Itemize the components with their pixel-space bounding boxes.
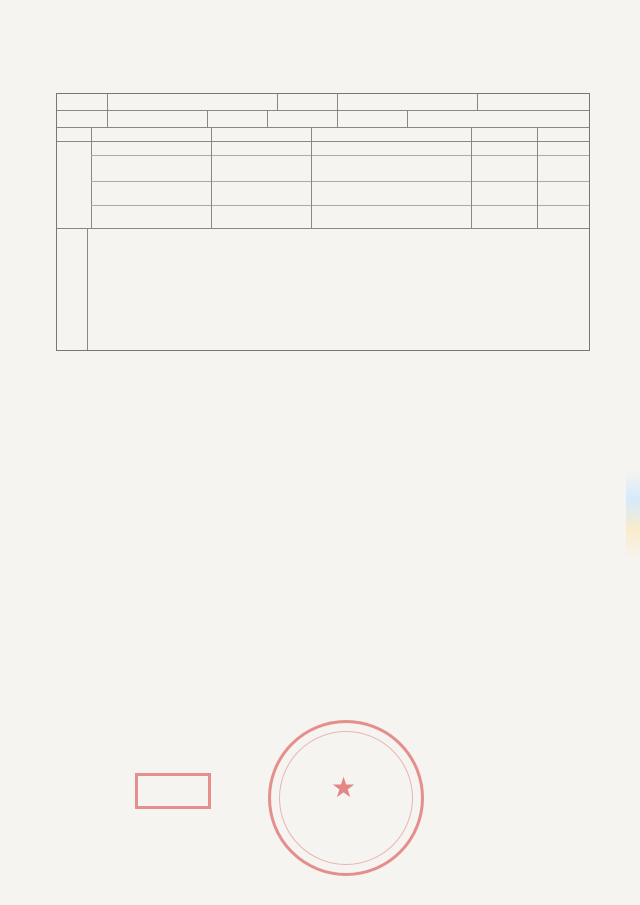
sensory-row — [91, 205, 589, 228]
micro-block — [57, 229, 589, 350]
sensory-row — [91, 142, 589, 156]
sensory-item — [91, 142, 212, 155]
inspection-date-label — [207, 111, 268, 127]
standard-label — [337, 111, 408, 127]
sensory-item — [91, 205, 212, 228]
sensory-unit — [211, 205, 312, 228]
product-name-value — [107, 94, 278, 110]
info-row-1 — [57, 94, 589, 111]
production-date-label — [57, 111, 108, 127]
company-seal — [268, 720, 424, 876]
column-header-row — [57, 128, 589, 142]
sensory-item — [91, 155, 212, 181]
sensory-subrows — [91, 142, 589, 228]
sensory-requirement — [311, 181, 472, 205]
micro-rows — [87, 229, 589, 350]
sensory-item — [91, 181, 212, 205]
col-conclusion — [537, 128, 589, 141]
sensory-requirement — [311, 155, 472, 181]
sensory-no — [57, 142, 92, 228]
sensory-conclusion — [537, 155, 589, 181]
inspected-items — [470, 783, 480, 794]
col-result — [471, 128, 538, 141]
col-requirement — [311, 128, 472, 141]
scan-artifact — [626, 470, 640, 560]
production-date-value — [107, 111, 208, 127]
sensory-conclusion — [537, 205, 589, 228]
sensory-result — [471, 181, 538, 205]
col-item — [91, 128, 212, 141]
sensory-conclusion — [537, 142, 589, 155]
producer-value — [337, 94, 478, 110]
sensory-result — [471, 142, 538, 155]
sensory-block — [57, 142, 589, 229]
sensory-unit — [211, 181, 312, 205]
sensory-result — [471, 155, 538, 181]
report-date — [477, 94, 589, 110]
micro-label — [57, 229, 88, 350]
col-no — [57, 128, 92, 141]
info-row-2 — [57, 111, 589, 128]
sensory-conclusion — [537, 181, 589, 205]
standard-value — [407, 111, 592, 127]
inspection-date-value — [267, 111, 338, 127]
product-name-label — [57, 94, 108, 110]
seal-star-icon: ★ — [331, 771, 357, 804]
col-unit — [211, 128, 312, 141]
sensory-unit — [211, 142, 312, 155]
inspection-table — [56, 93, 590, 351]
producer-label — [277, 94, 338, 110]
sensory-requirement — [311, 142, 472, 155]
sensory-unit — [211, 155, 312, 181]
sensory-row — [91, 155, 589, 182]
pass-stamp — [135, 773, 211, 809]
sensory-requirement — [311, 205, 472, 228]
sensory-row — [91, 181, 589, 206]
sensory-result — [471, 205, 538, 228]
